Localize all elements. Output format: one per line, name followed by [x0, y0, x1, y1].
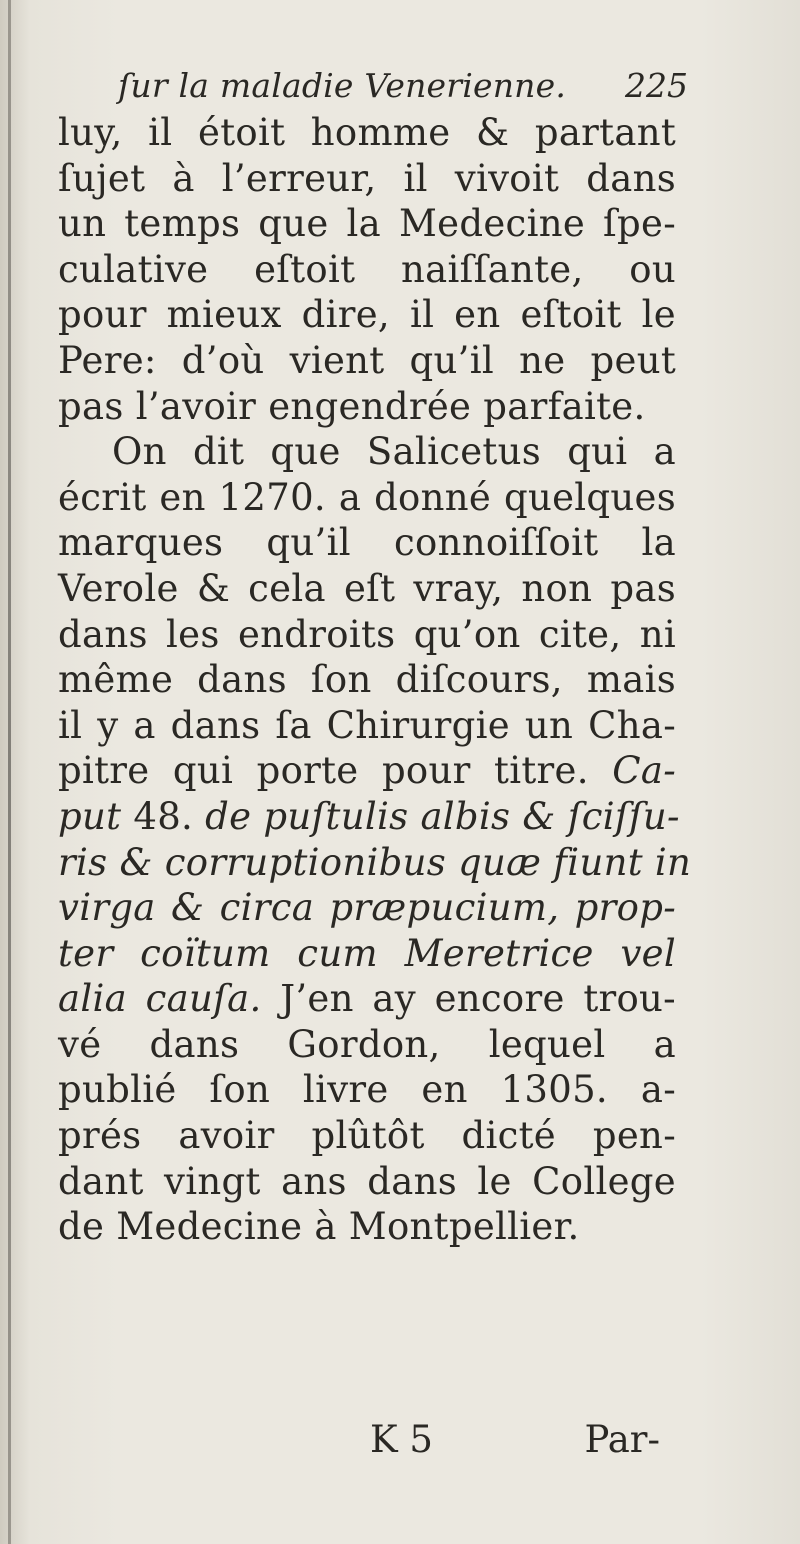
body-text — [58, 110, 692, 1250]
italic-segment: ter coïtum cum Meretrice vel — [58, 931, 676, 975]
text-line — [58, 475, 676, 521]
page-footer — [340, 1418, 660, 1468]
text-line — [58, 156, 676, 202]
text-segment: même dans ſon diſcours, mais — [58, 658, 676, 702]
text-line — [58, 840, 692, 886]
text-segment: J’en ay encore trou- — [261, 977, 676, 1021]
text-segment: dant vingt ans dans le College — [58, 1159, 676, 1203]
text-segment: pour mieux dire, il en eſtoit le — [58, 293, 676, 337]
text-line — [58, 429, 676, 475]
text-line — [58, 384, 676, 430]
italic-segment: alia cauſa. — [58, 977, 262, 1021]
italic-segment: de puſtulis albis & ſciſſu- — [205, 794, 680, 838]
text-line — [58, 338, 676, 384]
text-segment: un temps que la Medecine ſpe- — [58, 202, 676, 246]
text-line — [58, 520, 676, 566]
italic-segment: ris & corruptionibus quæ fiunt in — [58, 840, 692, 884]
text-line — [58, 748, 676, 794]
signature-mark: K 5 — [370, 1418, 433, 1461]
text-line — [58, 566, 676, 612]
text-segment: culative eſtoit naiſſante, ou — [58, 247, 676, 291]
text-segment: de Medecine à Montpellier. — [58, 1205, 580, 1249]
text-line — [58, 657, 676, 703]
text-segment: prés avoir plûtôt dicté pen- — [58, 1114, 676, 1158]
text-segment: luy, il étoit homme & partant — [58, 111, 676, 154]
italic-segment: put — [58, 794, 122, 838]
text-line — [58, 1022, 676, 1068]
text-segment: Pere: d’où vient qu’il ne peut — [58, 338, 676, 382]
text-line — [58, 247, 676, 293]
italic-segment: Ca- — [612, 749, 676, 793]
page-header — [118, 66, 688, 116]
text-segment: pitre qui porte pour titre. — [58, 749, 613, 793]
text-line — [58, 1067, 676, 1113]
text-segment: On dit que Salicetus qui a — [112, 430, 676, 474]
text-line — [58, 612, 676, 658]
text-segment: dans les endroits qu’on cite, ni — [58, 612, 676, 656]
text-line — [58, 794, 680, 840]
text-line — [58, 931, 676, 977]
text-segment: marques qu’il connoiſſoit la — [58, 521, 676, 565]
text-segment: publié ſon livre en 1305. a- — [58, 1068, 676, 1112]
text-segment: il y a dans ſa Chirurgie un Cha- — [58, 703, 676, 747]
text-line — [58, 201, 676, 247]
text-line — [58, 1159, 676, 1205]
text-segment: vé dans Gordon, lequel a — [58, 1022, 676, 1066]
text-segment: pas l’avoir engendrée parfaite. — [58, 384, 646, 428]
text-segment: écrit en 1270. a donné quelques — [58, 475, 676, 519]
text-line — [58, 110, 676, 156]
text-line — [58, 976, 676, 1022]
text-segment: 48. — [121, 794, 206, 838]
text-line — [58, 885, 676, 931]
text-segment: Verole & cela eſt vray, non pas — [58, 566, 676, 610]
text-line — [58, 1204, 676, 1250]
running-title: ſur la maladie Venerienne. — [118, 66, 567, 105]
text-line — [58, 703, 676, 749]
italic-segment: virga & circa præpucium, prop- — [58, 886, 676, 930]
text-line — [58, 1113, 676, 1159]
page-gutter — [8, 0, 11, 1544]
catchword: Par- — [584, 1418, 660, 1461]
page-number: 225 — [625, 66, 688, 105]
text-segment: ſujet à l’erreur, il vivoit dans — [58, 156, 676, 200]
text-line — [58, 292, 676, 338]
